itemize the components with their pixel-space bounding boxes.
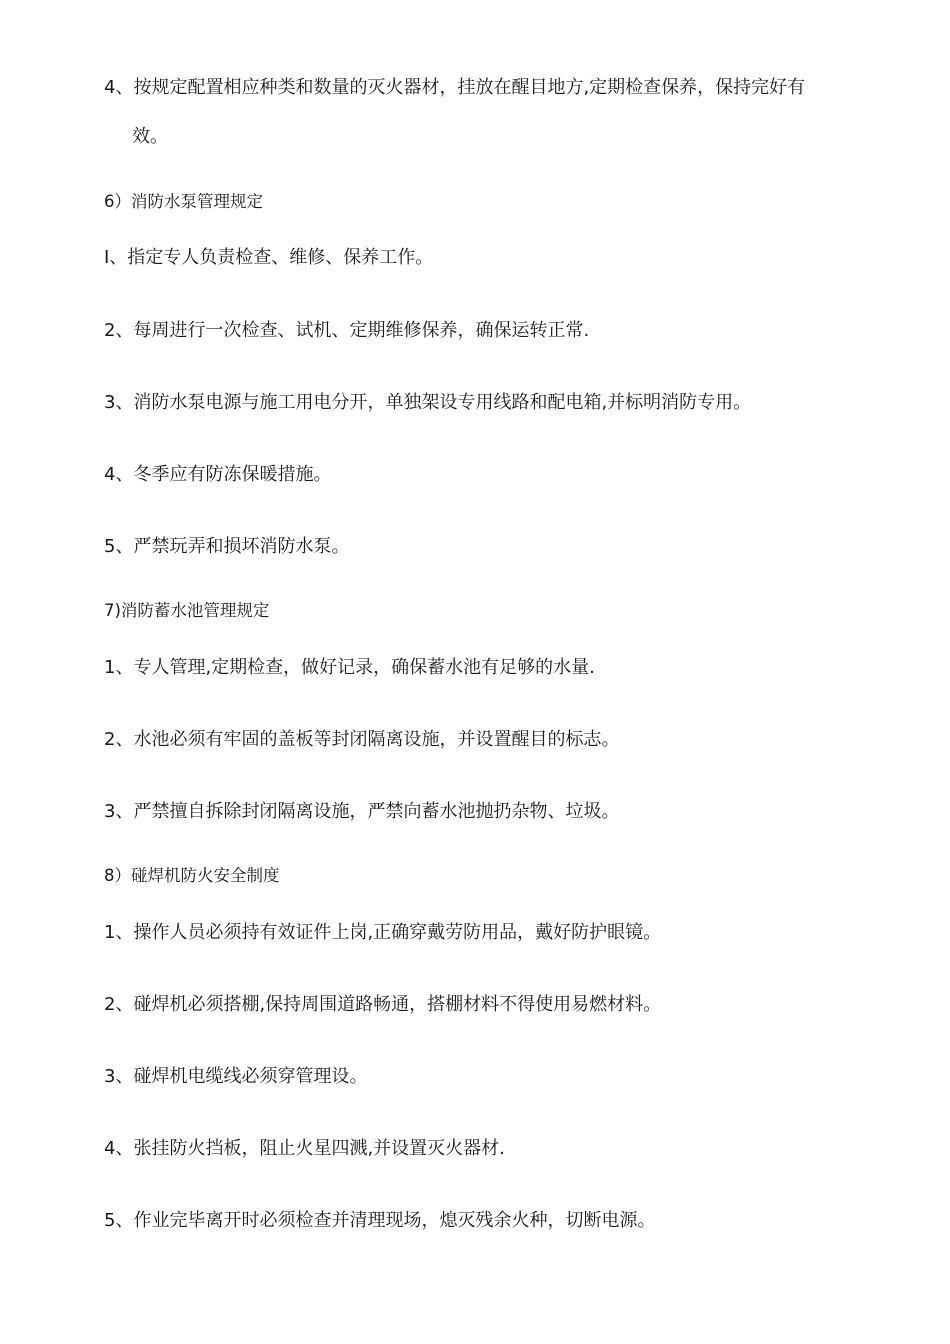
section-heading: 7)消防蓄水池管理规定 — [104, 601, 270, 620]
paragraph-line: 5、作业完毕离开时必须检查并清理现场，熄灭残余火种，切断电源。 — [104, 1210, 656, 1231]
paragraph-line: 3、严禁擅自拆除封闭隔离设施，严禁向蓄水池抛扔杂物、垃圾。 — [104, 801, 620, 822]
paragraph-line: 4、张挂防火挡板，阻止火星四溅,并设置灭火器材. — [104, 1138, 505, 1159]
paragraph-line: 2、水池必须有牢固的盖板等封闭隔离设施，并设置醒目的标志。 — [104, 729, 620, 750]
paragraph-line: 3、消防水泵电源与施工用电分开，单独架设专用线路和配电箱,并标明消防专用。 — [104, 392, 752, 413]
paragraph-line: 1、专人管理,定期检查，做好记录，确保蓄水池有足够的水量. — [104, 657, 595, 678]
paragraph-line: 3、碰焊机电缆线必须穿管理设。 — [104, 1066, 368, 1087]
section-heading: 8）碰焊机防火安全制度 — [104, 866, 280, 885]
paragraph-line: 4、冬季应有防冻保暖措施。 — [104, 464, 332, 485]
paragraph-line: 5、严禁玩弄和损坏消防水泵。 — [104, 536, 350, 557]
paragraph-line: 4、按规定配置相应种类和数量的灭火器材，挂放在醒目地方,定期检查保养，保持完好有 — [104, 77, 806, 98]
section-heading: 6）消防水泵管理规定 — [104, 192, 263, 211]
paragraph-line: 2、碰焊机必须搭棚,保持周围道路畅通，搭棚材料不得使用易燃材料。 — [104, 994, 662, 1015]
paragraph-line: 2、每周进行一次检查、试机、定期维修保养，确保运转正常. — [104, 320, 590, 341]
paragraph-line: I、指定专人负责检查、维修、保养工作。 — [104, 247, 434, 268]
paragraph-line: 1、操作人员必须持有效证件上岗,正确穿戴劳防用品，戴好防护眼镜。 — [104, 922, 662, 943]
paragraph-line: 效。 — [132, 126, 168, 147]
